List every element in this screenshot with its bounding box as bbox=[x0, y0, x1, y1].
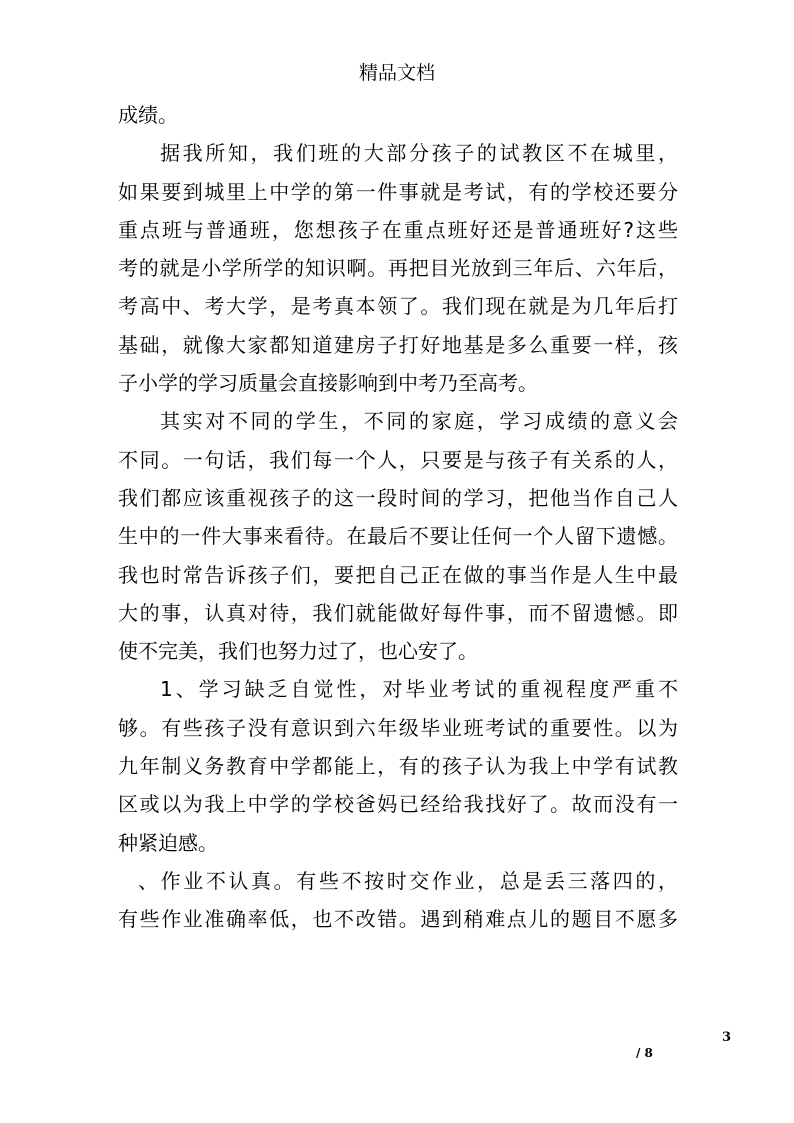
text-line: 九年制义务教育中学都能上，有的孩子认为我上中学有试教 bbox=[118, 754, 678, 779]
text-line: 、作业不认真。有些不按时交作业，总是丢三落四的， bbox=[138, 868, 678, 893]
text-line: 据我所知，我们班的大部分孩子的试教区不在城里， bbox=[160, 141, 678, 166]
text-line: 种紧迫感。 bbox=[118, 830, 218, 855]
text-line: 其实对不同的学生，不同的家庭，学习成绩的意义会 bbox=[160, 409, 678, 434]
text-line: 有些作业准确率低，也不改错。遇到稍难点儿的题目不愿多 bbox=[118, 907, 678, 932]
page-number: 3 bbox=[722, 1030, 732, 1045]
text-line: 我也时常告诉孩子们，要把自己正在做的事当作是人生中最 bbox=[118, 562, 678, 587]
text-line: 子小学的学习质量会直接影响到中考乃至高考。 bbox=[118, 371, 538, 396]
text-line: 我们都应该重视孩子的这一段时间的学习，把他当作自己人 bbox=[118, 485, 678, 510]
text-line: 基础，就像大家都知道建房子打好地基是多么重要一样，孩 bbox=[118, 332, 678, 357]
page-header: 精品文档 bbox=[358, 62, 435, 84]
text-line: 大的事，认真对待，我们就能做好每件事，而不留遗憾。即 bbox=[118, 600, 678, 625]
page-total: / 8 bbox=[636, 1046, 653, 1060]
text-line: 如果要到城里上中学的第一件事就是考试，有的学校还要分 bbox=[118, 179, 678, 204]
text-line: 考的就是小学所学的知识啊。再把目光放到三年后、六年后， bbox=[118, 256, 678, 281]
text-line: 使不完美，我们也努力过了，也心安了。 bbox=[118, 639, 478, 664]
text-line: 够。有些孩子没有意识到六年级毕业班考试的重要性。以为 bbox=[118, 715, 678, 740]
text-line: 不同。一句话，我们每一个人，只要是与孩子有关系的人， bbox=[118, 447, 678, 472]
text-line: 区或以为我上中学的学校爸妈已经给我找好了。故而没有一 bbox=[118, 792, 678, 817]
text-line: 重点班与普通班，您想孩子在重点班好还是普通班好?这些 bbox=[118, 217, 678, 242]
text-line: 成绩。 bbox=[118, 103, 178, 127]
text-line: 1、学习缺乏自觉性，对毕业考试的重视程度严重不 bbox=[160, 677, 678, 702]
document-body bbox=[118, 96, 678, 939]
text-line: 生中的一件大事来看待。在最后不要让任何一个人留下遗憾。 bbox=[118, 524, 678, 549]
text-line: 考高中、考大学，是考真本领了。我们现在就是为几年后打 bbox=[118, 294, 678, 319]
